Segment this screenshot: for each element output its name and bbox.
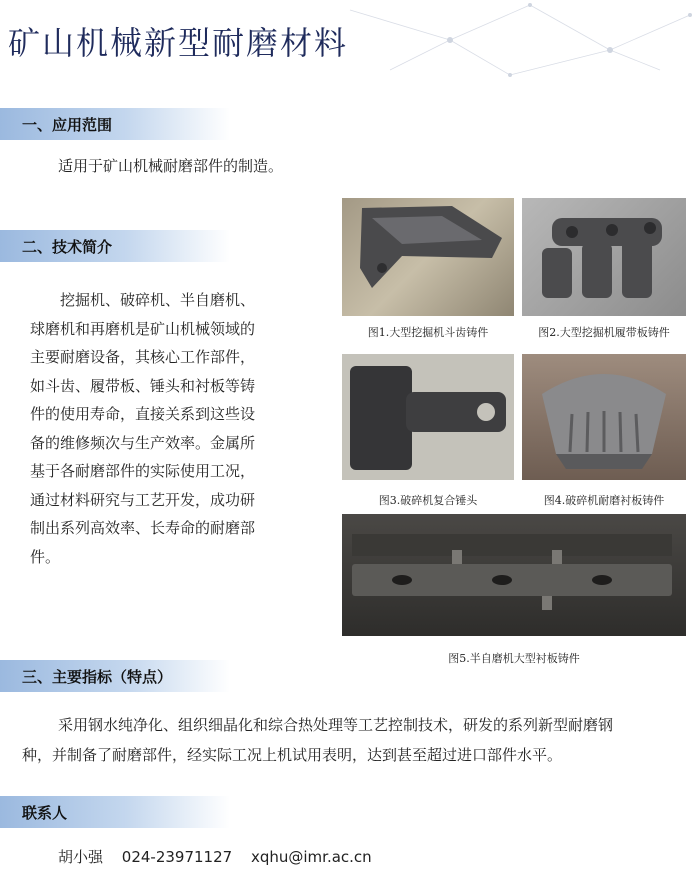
figure-1-image <box>342 198 514 316</box>
section-heading-label: 一、应用范围 <box>22 116 113 134</box>
key-indicators-text <box>22 710 692 770</box>
text-line: 主要耐磨设备，其核心工作部件， <box>30 348 256 366</box>
text-line: 件。 <box>30 547 61 566</box>
section-heading-contact <box>0 796 230 828</box>
figure-2-caption: 图2.大型挖掘机履带板铸件 <box>538 326 670 339</box>
figure-5-caption: 图5.半自磨机大型衬板铸件 <box>448 652 580 665</box>
contact-phone: 024-23971127 <box>121 848 233 866</box>
text-line: 基于各耐磨部件的实际使用工况， <box>30 462 256 480</box>
section-heading-key-indicators <box>0 660 230 692</box>
text-line: 备的维修频次与生产效率。金属所 <box>30 433 256 452</box>
text-line: 种，并制备了耐磨部件，经实际工况上机试用表明，达到甚至超过进口部件水平。 <box>22 746 563 764</box>
contact-email[interactable]: xqhu@imr.ac.cn <box>250 848 372 866</box>
figure-3-image <box>342 354 514 480</box>
section-heading-label: 二、技术简介 <box>22 238 113 256</box>
application-text: 适用于矿山机械耐磨部件的制造。 <box>58 157 284 175</box>
figure-4-image <box>522 354 686 480</box>
figure-4-caption: 图4.破碎机耐磨衬板铸件 <box>543 494 665 507</box>
text-line: 通过材料研究与工艺开发，成功研 <box>30 490 256 509</box>
tech-intro-text <box>30 286 330 571</box>
text-line: 制出系列高效率、长寿命的耐磨部 <box>30 519 256 537</box>
text-line: 挖掘机、破碎机、半自磨机、 <box>60 291 256 309</box>
figure-5-image <box>342 514 686 636</box>
section-heading-application <box>0 108 230 140</box>
text-line: 球磨机和再磨机是矿山机械领域的 <box>30 319 256 338</box>
text-line: 采用钢水纯净化、组织细晶化和综合热处理等工艺控制技术，研发的系列新型耐磨钢 <box>58 716 614 734</box>
section-heading-tech-intro <box>0 230 230 262</box>
figure-2-image <box>522 198 686 316</box>
figure-1-caption: 图1.大型挖掘机斗齿铸件 <box>367 326 489 339</box>
figure-3-caption: 图3.破碎机复合锤头 <box>378 494 478 507</box>
contact-name: 胡小强 <box>58 848 104 866</box>
page-title: 矿山机械新型耐磨材料 <box>8 24 349 62</box>
section-heading-label: 联系人 <box>22 804 68 822</box>
contact-info <box>58 846 386 867</box>
section-heading-label: 三、主要指标（特点） <box>22 668 173 686</box>
text-line: 如斗齿、履带板、锤头和衬板等铸 <box>30 376 256 395</box>
text-line: 件的使用寿命，直接关系到这些设 <box>30 405 256 423</box>
title-network-decoration <box>330 0 700 80</box>
